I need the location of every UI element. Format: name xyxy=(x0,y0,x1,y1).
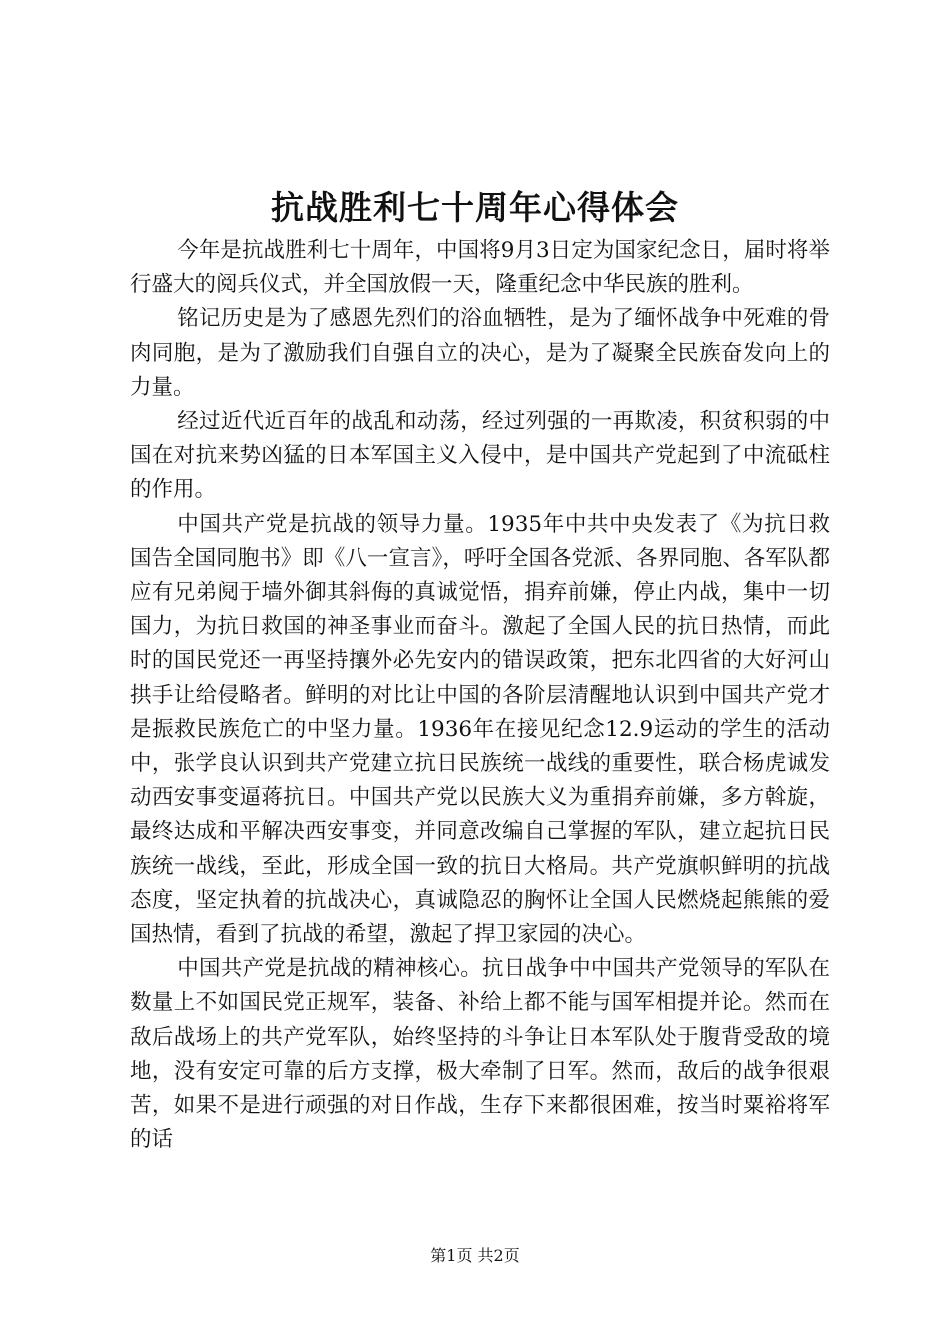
page-footer: 第1页 共2页 xyxy=(430,1246,520,1265)
document-body xyxy=(130,234,830,1157)
paragraph: 中国共产党是抗战的精神核心。抗日战争中中国共产党领导的军队在数量上不如国民党正规军，装备、补给上都不能与国军相提并论。然而在敌后战场上的共产党军队，始终坚持的斗争让日本军队处于腹背受敌的境地，没有安定可靠的后方支撑，极大牵制了日军。然而，敌后的战争很艰苦，如果不是进行顽强的对日作战，生存下来都很困难，按当时粟裕将军的话 xyxy=(130,956,830,1153)
paragraph: 中国共产党是抗战的领导力量。1935年中共中央发表了《为抗日救国告全国同胞书》即《八一宣言》，呼吁全国各党派、各界同胞、各军队都应有兄弟阋于墙外御其斜侮的真诚觉悟，捐弃前嫌，停止内战，集中一切国力，为抗日救国的神圣事业而奋斗。激起了全国人民的抗日热情，而此时的国民党还一再坚持攘外必先安内的错误政策，把东北四省的大好河山拱手让给侵略者。鲜明的对比让中国的各阶层清醒地认识到中国共产党才是振救民族危亡的中坚力量。1936年在接见纪念12.9运动的学生的活动中，张学良认识到共产党建立抗日民族统一战线的重要性，联合杨虎诚发动西安事变逼蒋抗日。中国共产党以民族大义为重捐弃前嫌，多方斡旋，最终达成和平解决西安事变，并同意改编自己掌握的军队，建立起抗日民族统一战线，至此，形成全国一致的抗日大格局。共产党旗帜鲜明的抗战态度，坚定执着的抗战决心，真诚隐忍的胸怀让全国人民燃烧起熊熊的爱国热情，看到了抗战的希望，激起了捍卫家园的决心。 xyxy=(130,511,830,948)
paragraph: 铭记历史是为了感恩先烈们的浴血牺牲，是为了缅怀战争中死难的骨肉同胞，是为了激励我们自强自立的决心，是为了凝聚全民族奋发向上的力量。 xyxy=(130,306,830,400)
paragraph: 今年是抗战胜利七十周年，中国将9月3日定为国家纪念日，届时将举行盛大的阅兵仪式，并全国放假一天，隆重纪念中华民族的胜利。 xyxy=(130,238,830,298)
paragraph: 经过近代近百年的战乱和动荡，经过列强的一再欺凌，积贫积弱的中国在对抗来势凶猛的日本军国主义入侵中，是中国共产党起到了中流砥柱的作用。 xyxy=(130,409,830,503)
document-title: 抗战胜利七十周年心得体会 xyxy=(271,188,679,227)
